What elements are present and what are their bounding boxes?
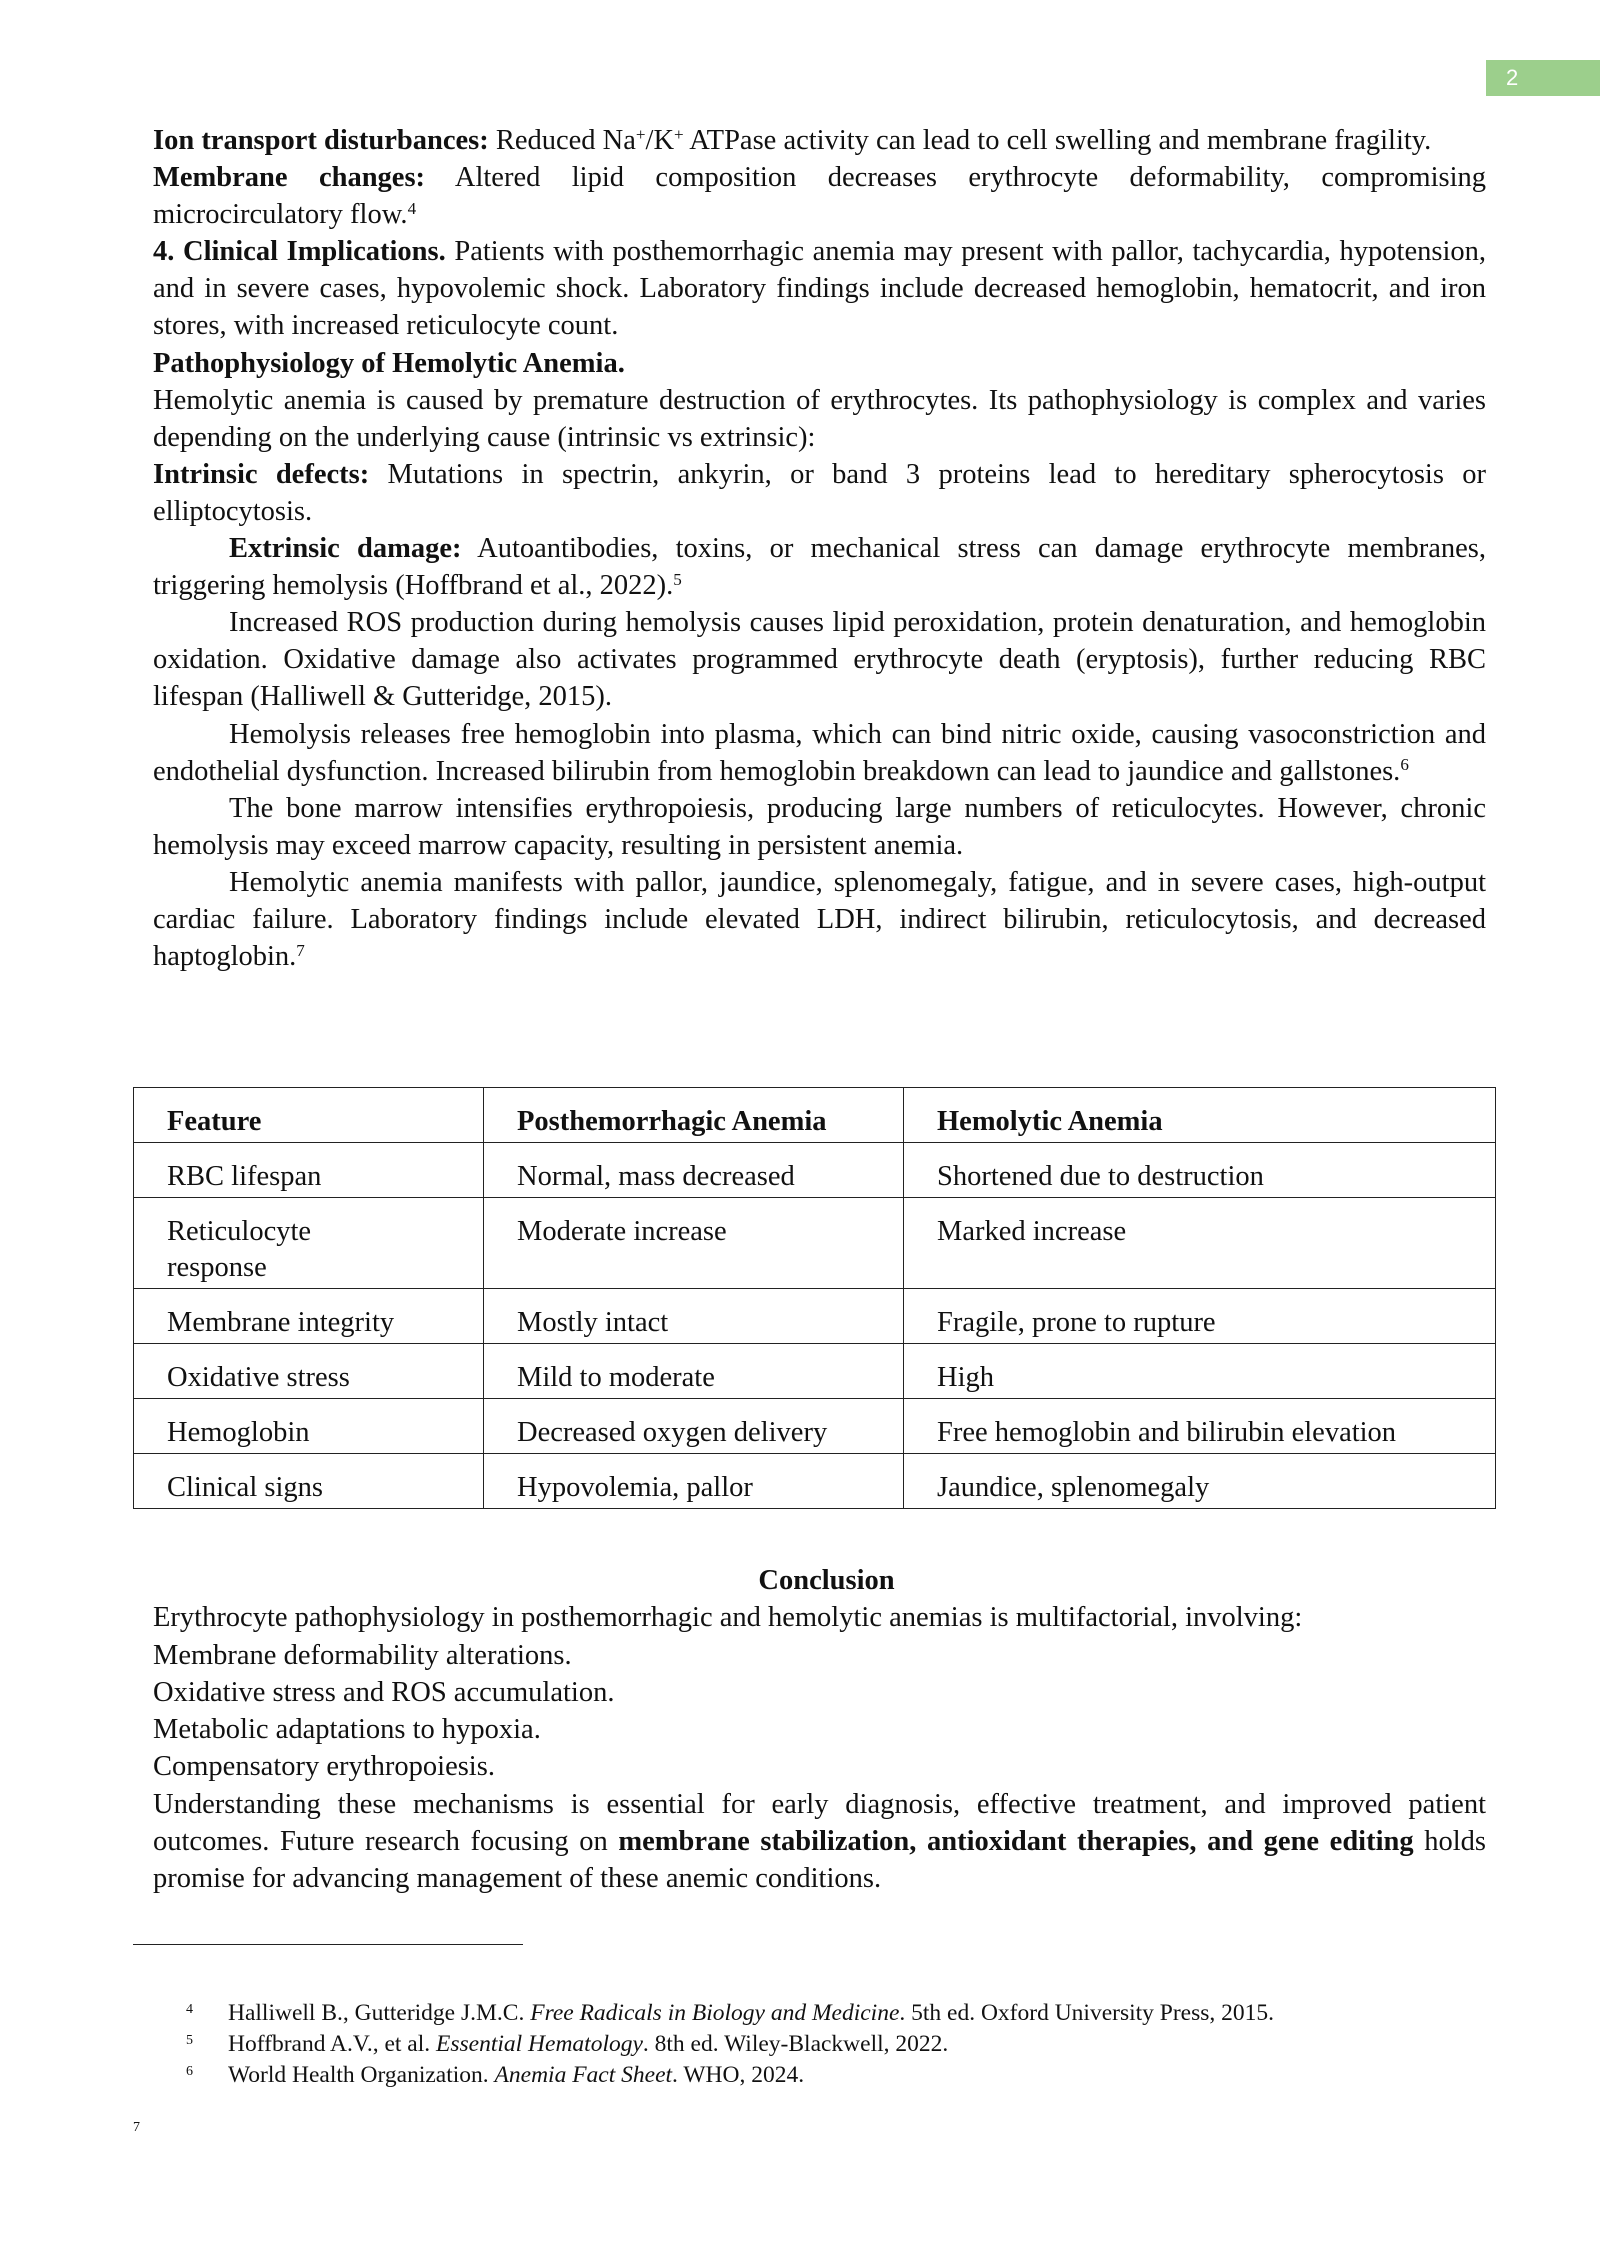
table-cell: Hemoglobin xyxy=(134,1399,484,1454)
table-cell: Hypovolemia, pallor xyxy=(484,1454,904,1509)
footnote-text xyxy=(228,1998,1274,2029)
table-cell: Mild to moderate xyxy=(484,1344,904,1399)
table-row xyxy=(134,1344,1496,1399)
footnote-text xyxy=(228,2029,948,2060)
table-cell: Mostly intact xyxy=(484,1289,904,1344)
paragraph-hemolytic-intro: Hemolytic anemia is caused by premature destruction of erythrocytes. Its pathophysiology is complex and varies depending on the underlying cause (intrinsic vs extrinsic): xyxy=(153,384,1486,453)
section-heading: 4. Clinical Implications. xyxy=(153,236,446,268)
table-cell: Moderate increase xyxy=(484,1198,904,1289)
superscript: + xyxy=(674,124,684,144)
table-cell: Fragile, prone to rupture xyxy=(904,1289,1496,1344)
term: Ion transport disturbances: xyxy=(153,125,489,156)
table-row xyxy=(134,1198,1496,1289)
footnote-ref: 6 xyxy=(1400,755,1409,775)
table-header-cell: Feature xyxy=(134,1088,484,1143)
text: Hemolytic anemia manifests with pallor, jaundice, splenomegaly, fatigue, and in severe cases, high-output cardiac failure. Laboratory findings include elevated LDH, indirect bilirubin, reticulocytosis, and decreased haptoglobin. xyxy=(153,866,1486,973)
footnote xyxy=(133,1998,1483,2029)
table-row xyxy=(134,1454,1496,1509)
text: . 5th ed. Oxford University Press, 2015. xyxy=(899,2000,1275,2026)
conclusion-point: Membrane deformability alterations. xyxy=(153,1639,572,1671)
table-row xyxy=(134,1399,1496,1454)
text: . WHO, 2024. xyxy=(672,2062,805,2088)
text: Altered lipid composition decreases erythrocyte deformability, compromising microcirculatory flow. xyxy=(153,162,1487,231)
paragraph-free-hemoglobin xyxy=(153,716,1486,790)
table-cell: RBC lifespan xyxy=(134,1143,484,1198)
table-cell: Normal, mass decreased xyxy=(484,1143,904,1198)
emphasis: membrane stabilization, antioxidant therapies, and gene editing xyxy=(618,1826,1414,1858)
text: World Health Organization. xyxy=(228,2062,495,2088)
body-text xyxy=(153,122,1486,975)
paragraph-intrinsic-defects xyxy=(153,456,1486,530)
text: . 8th ed. Wiley-Blackwell, 2022. xyxy=(642,2031,949,2057)
paragraph-clinical-implications xyxy=(153,233,1486,344)
table-header-row xyxy=(134,1088,1496,1143)
footnote-ref: 5 xyxy=(673,569,682,589)
table-cell: Marked increase xyxy=(904,1198,1496,1289)
table-cell: High xyxy=(904,1344,1496,1399)
conclusion-point: Compensatory erythropoiesis. xyxy=(153,1751,495,1783)
text: /K xyxy=(645,125,675,156)
footnote-text xyxy=(228,2060,804,2091)
title: Free Radicals in Biology and Medicine xyxy=(530,2000,900,2026)
footnote-separator xyxy=(133,1944,523,1945)
paragraph-ros: Increased ROS production during hemolysis causes lipid peroxidation, protein denaturation, and hemoglobin oxidation. Oxidative damage also activates programmed erythrocyte death (eryptosis), further reducing RBC lifespan (Halliwell & Gutteridge, 2015). xyxy=(153,607,1486,713)
table-cell: Jaundice, splenomegaly xyxy=(904,1454,1496,1509)
footnotes xyxy=(133,1998,1483,2091)
table-cell: Reticulocyte response xyxy=(134,1198,484,1289)
conclusion-intro: Erythrocyte pathophysiology in posthemorrhagic and hemolytic anemias is multifactorial, involving: xyxy=(153,1602,1303,1634)
text: holds promise for advancing management of these anemic conditions. xyxy=(153,1826,1486,1895)
text: Halliwell B., Gutteridge J.M.C. xyxy=(228,2000,531,2026)
table-header-cell: Hemolytic Anemia xyxy=(904,1088,1496,1143)
text: Autoantibodies, toxins, or mechanical stress can damage erythrocyte membranes, triggering hemolysis (Hoffbrand et al., 2022). xyxy=(153,533,1486,602)
text: Patients with posthemorrhagic anemia may present with pallor, tachycardia, hypotension, and in severe cases, hypovolemic shock. Laboratory findings include decreased hemoglobin, hematocrit, and iron stores, with increased reticulocyte count. xyxy=(153,236,1486,342)
title: Anemia Fact Sheet xyxy=(494,2062,673,2088)
page-number: 2 xyxy=(1486,60,1600,96)
term: Intrinsic defects: xyxy=(153,458,370,490)
paragraph-manifestations xyxy=(153,864,1486,975)
footnote-ref: 7 xyxy=(296,940,305,960)
text: Hemolysis releases free hemoglobin into plasma, which can bind nitric oxide, causing vasoconstriction and endothelial dysfunction. Increased bilirubin from hemoglobin breakdown can lead to jaundice and gallstones. xyxy=(153,718,1486,787)
text: Hoffbrand A.V., et al. xyxy=(228,2031,436,2057)
conclusion-final xyxy=(153,1786,1486,1898)
section-heading-hemolytic xyxy=(153,345,1486,382)
text: Mutations in spectrin, ankyrin, or band 3 proteins lead to hereditary spherocytosis or elliptocytosis. xyxy=(153,458,1486,527)
footnote xyxy=(133,2060,1483,2091)
table-row xyxy=(134,1289,1496,1344)
footnote xyxy=(133,2029,1483,2060)
conclusion-section xyxy=(153,1562,1486,1898)
footnote-mark: 4 xyxy=(186,2002,193,2017)
term: Membrane changes: xyxy=(153,162,426,194)
paragraph-bone-marrow: The bone marrow intensifies erythropoiesis, producing large numbers of reticulocytes. However, chronic hemolysis may exceed marrow capacity, resulting in persistent anemia. xyxy=(153,792,1486,861)
text: ATPase activity can lead to cell swelling and membrane fragility. xyxy=(683,125,1432,156)
table-cell: Membrane integrity xyxy=(134,1289,484,1344)
paragraph-extrinsic-damage xyxy=(153,530,1486,604)
table-cell: Free hemoglobin and bilirubin elevation xyxy=(904,1399,1496,1454)
text: Reduced Na xyxy=(488,125,636,156)
footnote-mark: 5 xyxy=(186,2033,193,2048)
table-cell: Clinical signs xyxy=(134,1454,484,1509)
paragraph-membrane-changes xyxy=(153,159,1486,233)
table-cell: Shortened due to destruction xyxy=(904,1143,1496,1198)
table-cell: Decreased oxygen delivery xyxy=(484,1399,904,1454)
table-cell: Oxidative stress xyxy=(134,1344,484,1399)
text: Understanding these mechanisms is essential for early diagnosis, effective treatment, and improved patient outcomes. Future research focusing on xyxy=(153,1788,1486,1858)
superscript: + xyxy=(635,124,646,144)
table-row xyxy=(134,1143,1496,1198)
paragraph-ion-transport xyxy=(153,122,1486,159)
heading-text: Pathophysiology of Hemolytic Anemia. xyxy=(153,347,625,379)
comparison-table xyxy=(133,1087,1496,1509)
footnote-mark: 6 xyxy=(186,2064,193,2079)
conclusion-point: Metabolic adaptations to hypoxia. xyxy=(153,1714,541,1746)
footnote-ref: 4 xyxy=(407,198,417,218)
title: Essential Hematology xyxy=(436,2031,643,2057)
table-header-cell: Posthemorrhagic Anemia xyxy=(484,1088,904,1143)
footnote-7-mark: 7 xyxy=(133,2120,140,2135)
conclusion-point: Oxidative stress and ROS accumulation. xyxy=(153,1676,615,1708)
conclusion-heading: Conclusion xyxy=(758,1565,895,1596)
term: Extrinsic damage: xyxy=(229,533,462,565)
